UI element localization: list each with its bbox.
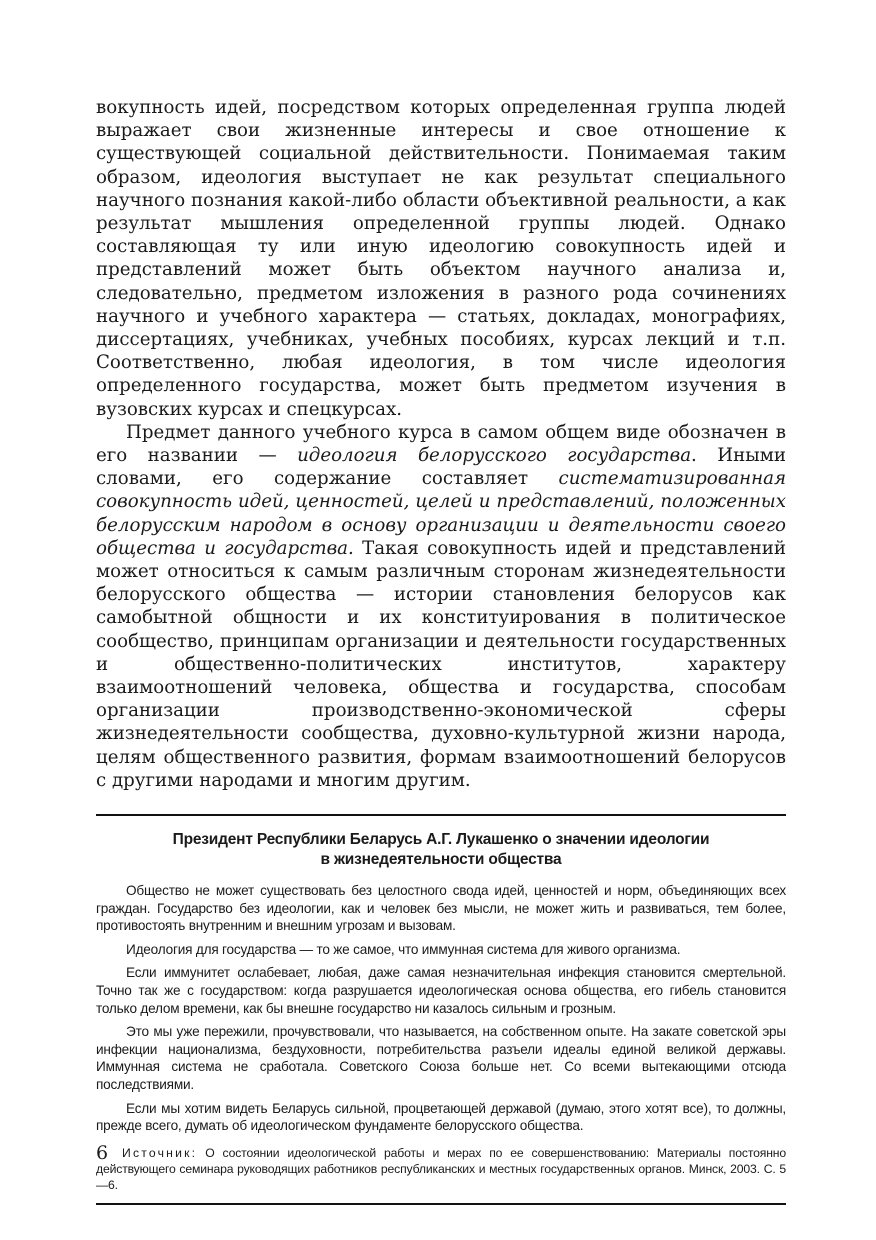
paragraph-2 bbox=[96, 421, 786, 792]
main-text bbox=[96, 96, 786, 792]
box-bottom-rule bbox=[96, 1203, 786, 1205]
quote-paragraph: Если иммунитет ослабевает, любая, даже самая незначительная инфекция становится смертельной. Точно так же с государством: когда разрушается идеологическая основа общества, его гибель становится только делом времени, как бы внешне государство ни казалось сильным и грозным. bbox=[96, 965, 786, 1016]
box-title bbox=[96, 830, 786, 870]
box-text bbox=[96, 882, 786, 1135]
source-text: О состоянии идеологической работы и мерах по ее совершенствованию: Материалы постоянно действующего семинара руководящих работников республиканских и местных государственных органов. Минск, 2003. С. 5—6. bbox=[96, 1145, 786, 1192]
course-subject-italic: идеология белорусского государства bbox=[297, 445, 692, 467]
paragraph-2-part-3: Такая совокупность идей и представлений может относиться к самым различным сторонам жизнедеятельности белорусского общества — истории становления белорусов как самобытной общности и их конституирования в политическое сообщество, принципам организации и деятельности государственных и общественно-политических институтов, характеру взаимоотношений человека, общества и государства, способам организации производственно-экономической сферы жизнедеятельности сообщества, духовно-культурной жизни народа, целям общественного развития, формам взаимоотношений белорусов с другими народами и многим другим. bbox=[96, 537, 786, 791]
quote-paragraph: Это мы уже пережили, прочувствовали, что называется, на собственном опыте. На закате советской эры инфекции национализма, бездуховности, потребительства разъели идеалы единой великой державы. Иммунная система не сработала. Советского Союза больше нет. Со всеми вытекающими отсюда последствиями. bbox=[96, 1024, 786, 1093]
paragraph-2-part-2: . Иными словами, его содержание составляет bbox=[96, 445, 786, 490]
quote-paragraph: Идеология для государства — то же самое, что иммунная система для живого организма. bbox=[126, 941, 681, 957]
source-label: Источник: bbox=[122, 1145, 198, 1160]
box-title-line-1: Президент Республики Беларусь А.Г. Лукашенко о значении идеологии bbox=[172, 831, 710, 849]
quote-paragraph: Общество не может существовать без целостного свода идей, ценностей и норм, объединяющих всех граждан. Государство без идеологии, как и человек без мысли, не может жить и развиваться, тем более, противостоять внутренним и внешним угрозам и вызовам. bbox=[96, 883, 786, 934]
paragraph-2-part-1: Предмет данного учебного курса в самом общем виде обозначен в его названии — bbox=[96, 421, 786, 467]
source-citation bbox=[96, 1145, 786, 1193]
quote-paragraph: Если мы хотим видеть Беларусь сильной, процветающей державой (думаю, этого хотят все), то должны, прежде всего, думать об идеологическом фундаменте белорусского общества. bbox=[96, 1100, 786, 1134]
page-number: 6 bbox=[96, 1142, 109, 1164]
box-title-line-2: в жизнедеятельности общества bbox=[320, 851, 562, 869]
paragraph-1: вокупность идей, посредством которых определенная группа людей выражает свои жизненные интересы и свое отношение к существующей социальной действительности. Понимаемая таким образом, идеология выступает не как результат специального научного познания какой-либо области объективной реальности, а как результат мышления определенной группы людей. Однако составляющая ту или иную идеологию совокупность идей и представлений может быть объектом научного анализа и, следовательно, предметом изложения в разного рода сочинениях научного и учебного характера — статьях, докладах, монографиях, диссертациях, учебниках, учебных пособиях, курсах лекций и т.п. Соответственно, любая идеология, в том числе идеология определенного государства, может быть предметом изучения в вузовских курсах и спецкурсах. bbox=[96, 97, 786, 420]
quote-box bbox=[96, 816, 786, 1193]
course-content-definition-italic: систематизированная совокупность идей, ценностей, целей и представлений, положенных белорусским народом в основу организации и деятельности своего общества и государства. bbox=[96, 468, 786, 559]
page-content bbox=[96, 96, 786, 1205]
